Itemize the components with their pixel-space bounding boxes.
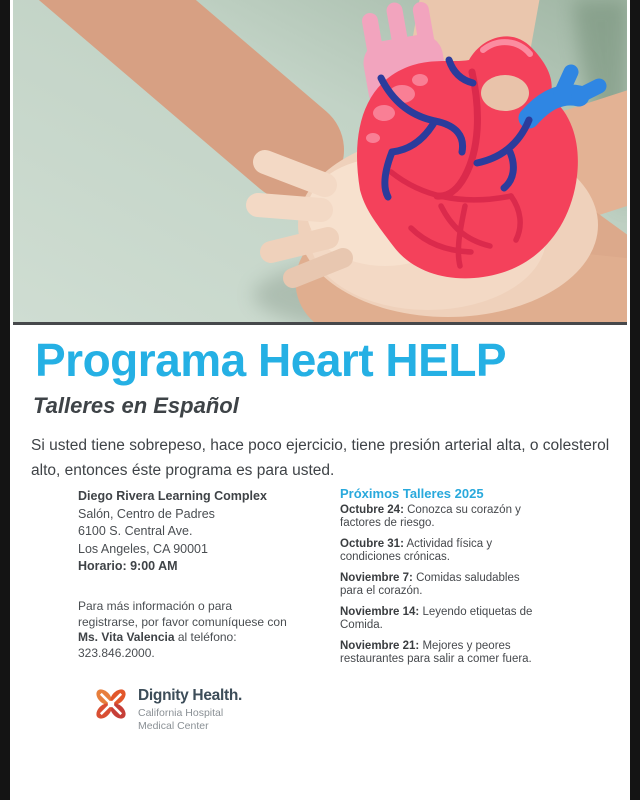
venue-street: 6100 S. Central Ave. (78, 524, 193, 538)
workshop-date: Octubre 31: (340, 538, 404, 550)
venue-city: Los Angeles, CA 90001 (78, 541, 208, 556)
workshop-entry (340, 504, 538, 529)
workshop-text: Comidas saludables para el corazón. (340, 572, 520, 597)
flyer-page (10, 0, 630, 800)
logo-org-line2: Medical Center (138, 719, 209, 732)
hands-holding-paper-heart-illustration (13, 0, 627, 322)
page-subtitle: Talleres en Español (33, 393, 239, 418)
workshop-entry (340, 606, 538, 631)
heart-arch-gap (481, 75, 529, 111)
contact-text-after: al teléfono: 323.846.2000. (78, 630, 237, 660)
contact-text-before: Para más información o para registrarse, por favor comuníquese con (78, 599, 287, 629)
page-title: Programa Heart HELP (35, 334, 507, 386)
workshops-block (340, 486, 538, 674)
workshop-date: Noviembre 7: (340, 572, 413, 584)
dignity-health-logo (93, 685, 242, 732)
venue-name: Diego Rivera Learning Complex (78, 489, 267, 503)
workshop-date: Octubre 24: (340, 504, 404, 516)
workshop-entry (340, 572, 538, 597)
hero-photo (13, 0, 627, 325)
venue-block (78, 488, 308, 576)
workshop-text: Mejores y peores restaurantes para salir a comer fuera. (340, 640, 532, 665)
venue-schedule: Horario: 9:00 AM (78, 559, 178, 573)
workshop-entry (340, 640, 538, 665)
venue-room: Salón, Centro de Padres (78, 506, 215, 521)
workshop-date: Noviembre 21: (340, 640, 420, 652)
contact-person: Ms. Vita Valencia (78, 630, 175, 644)
workshop-text: Actividad física y condiciones crónicas. (340, 538, 493, 563)
workshop-date: Noviembre 14: (340, 606, 420, 618)
logo-org-name (138, 707, 242, 732)
intro-paragraph: Si usted tiene sobrepeso, hace poco ejercicio, tiene presión arterial alta, o colesterol alto, entonces éste programa es para usted. (31, 437, 610, 479)
workshop-entry (340, 538, 538, 563)
logo-org-line1: California Hospital (138, 707, 224, 719)
logo-brand-name: Dignity Health. (138, 687, 243, 704)
logo-text (138, 685, 242, 732)
workshop-text: Conozca su corazón y factores de riesgo. (340, 504, 521, 529)
contact-block (78, 599, 295, 661)
workshops-heading: Próximos Talleres 2025 (340, 486, 484, 501)
workshop-text: Leyendo etiquetas de Comida. (340, 606, 533, 631)
dignity-health-flower-icon (93, 685, 129, 723)
